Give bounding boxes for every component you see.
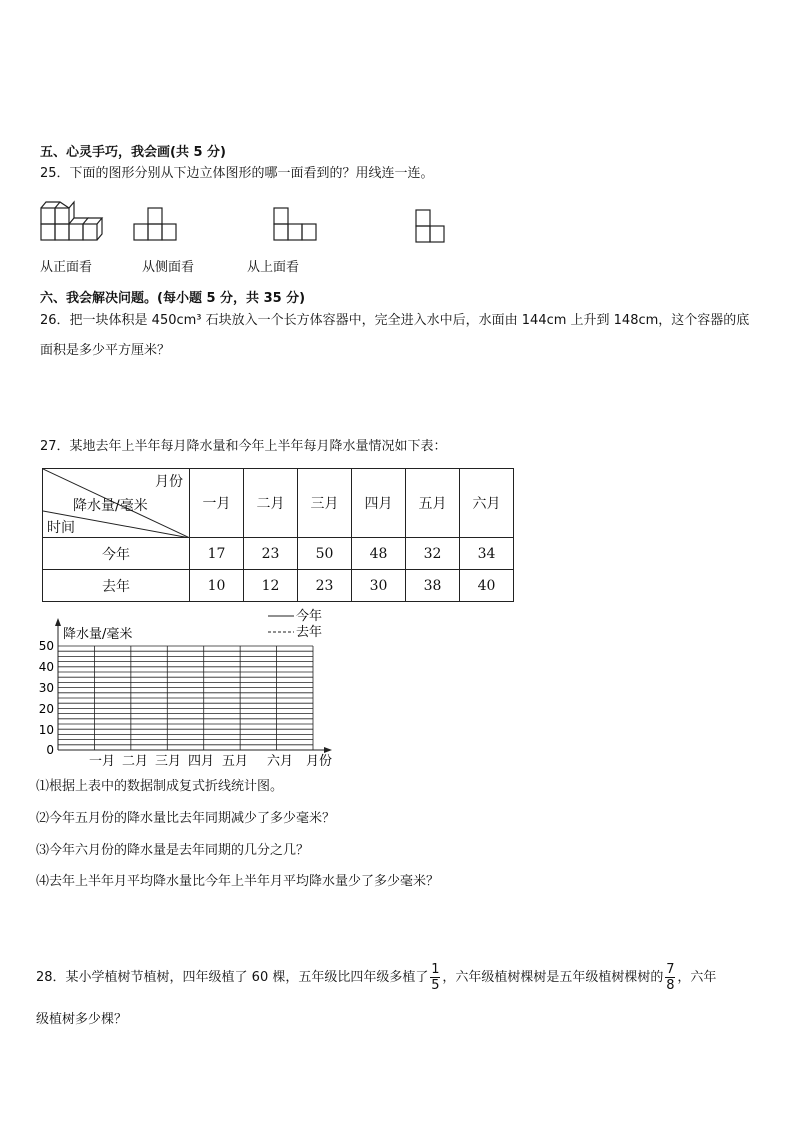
- table-cell: 34: [460, 538, 514, 570]
- question-28-line1: [36, 962, 716, 993]
- blank-line-chart: [36, 606, 346, 774]
- x-tick: 六月: [266, 754, 294, 769]
- y-tick: 40: [38, 660, 54, 674]
- question-26-line2: 面积是多少平方厘米？: [40, 343, 171, 358]
- table-cell: 48: [352, 538, 406, 570]
- corner-label-rainfall: 降水量/毫米: [73, 498, 148, 514]
- x-axis-arrow: [324, 747, 332, 753]
- question-27: 27．某地去年上半年每月降水量和今年上半年每月降水量情况如下表：: [40, 439, 447, 454]
- fraction-denominator: 8: [666, 978, 675, 993]
- sub-question-2: ⑵今年五月份的降水量比去年同期减少了多少毫米？: [36, 811, 336, 826]
- table-cell: 10: [190, 570, 244, 602]
- view-front: [134, 208, 176, 240]
- question-28-line2: 级植树多少棵？: [36, 1012, 128, 1027]
- x-tick: 三月: [154, 754, 182, 769]
- x-tick: 四月: [187, 754, 215, 769]
- view-side: [274, 208, 316, 240]
- fraction-denominator: 5: [431, 978, 440, 993]
- y-tick: 20: [38, 702, 54, 716]
- x-tick: 一月: [88, 754, 116, 769]
- table-cell: 12: [244, 570, 298, 602]
- sub-question-3: ⑶今年六月份的降水量是去年同期的几分之几？: [36, 843, 310, 858]
- q28-part3: ，六年: [677, 970, 717, 985]
- q28-part2: ，六年级植树棵树是五年级植树棵树的: [442, 970, 664, 985]
- table-row-last-year: [43, 570, 514, 602]
- table-header-month: 五月: [406, 469, 460, 538]
- table-corner-cell: [43, 469, 190, 538]
- y-tick: 30: [38, 681, 54, 695]
- view-label-side: 从侧面看: [142, 260, 195, 275]
- table-cell: 23: [298, 570, 352, 602]
- table-cell: 38: [406, 570, 460, 602]
- table-cell: 23: [244, 538, 298, 570]
- chart-y-title: 降水量/毫米: [63, 627, 133, 642]
- question-25: 25．下面的图形分别从下边立体图形的哪一面看到的？用线连一连。: [40, 166, 434, 181]
- x-axis-title: 月份: [305, 754, 333, 769]
- table-header-month: 一月: [190, 469, 244, 538]
- corner-label-month: 月份: [155, 474, 183, 490]
- cube-figures: [36, 196, 456, 248]
- table-cell: 32: [406, 538, 460, 570]
- fraction-one-fifth: [430, 962, 440, 993]
- table-header-month: 四月: [352, 469, 406, 538]
- table-cell: 30: [352, 570, 406, 602]
- table-header-row: [43, 469, 514, 538]
- table-cell: 50: [298, 538, 352, 570]
- table-header-month: 三月: [298, 469, 352, 538]
- legend-this-year: 今年: [296, 609, 323, 624]
- row-label: 去年: [43, 570, 190, 602]
- table-row-this-year: [43, 538, 514, 570]
- row-label: 今年: [43, 538, 190, 570]
- x-tick: 五月: [221, 754, 249, 769]
- x-tick: 二月: [121, 754, 149, 769]
- y-axis-arrow: [55, 618, 61, 626]
- sub-question-4: ⑷去年上半年月平均降水量比今年上半年月平均降水量少了多少毫米？: [36, 874, 440, 889]
- fraction-numerator: 7: [666, 962, 675, 977]
- table-header-month: 二月: [244, 469, 298, 538]
- fraction-seven-eighths: [665, 962, 675, 993]
- y-tick: 0: [46, 743, 54, 757]
- rainfall-table: [42, 468, 514, 602]
- y-tick: 10: [38, 723, 54, 737]
- table-cell: 40: [460, 570, 514, 602]
- table-cell: 17: [190, 538, 244, 570]
- corner-label-time: 时间: [47, 520, 75, 536]
- view-label-top: 从上面看: [247, 260, 300, 275]
- section6-title: 六、我会解决问题。(每小题 5 分，共 35 分): [40, 291, 306, 306]
- q28-part1: 28．某小学植树节植树，四年级植了 60 棵，五年级比四年级多植了: [36, 970, 429, 985]
- view-label-front: 从正面看: [40, 260, 93, 275]
- legend-last-year: 去年: [296, 625, 323, 640]
- fraction-numerator: 1: [431, 962, 440, 977]
- section5-title: 五、心灵手巧，我会画(共 5 分): [40, 145, 226, 160]
- y-tick: 50: [38, 639, 54, 653]
- view-top: [416, 210, 444, 242]
- table-header-month: 六月: [460, 469, 514, 538]
- sub-question-1: ⑴根据上表中的数据制成复式折线统计图。: [36, 779, 284, 794]
- question-26-line1: 26．把一块体积是 450cm³ 石块放入一个长方体容器中，完全进入水中后，水面由 144cm 上升到 148cm，这个容器的底: [40, 313, 750, 328]
- chart-grid: [58, 646, 313, 750]
- solid-figure: [41, 202, 102, 240]
